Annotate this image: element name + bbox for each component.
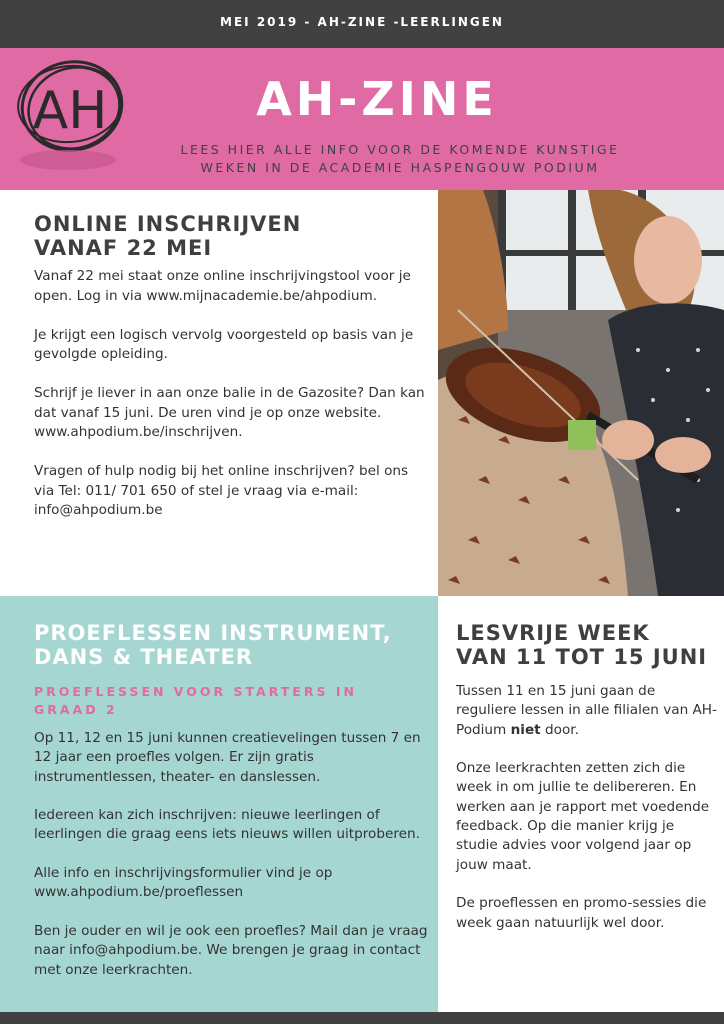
proeflessen-heading	[34, 621, 429, 669]
header-banner	[0, 48, 724, 190]
heading-line: PROEFLESSEN INSTRUMENT,	[34, 621, 392, 645]
text-span: door.	[540, 721, 579, 738]
proeflessen-subheading: PROEFLESSEN VOOR STARTERS IN GRAAD 2	[34, 684, 357, 717]
proeflessen-body	[34, 729, 429, 999]
online-heading	[34, 212, 424, 260]
top-bar	[0, 0, 724, 48]
paragraph: Iedereen kan zich inschrijven: nieuwe leerlingen of leerlingen die graag eens iets nieuws willen uitproberen.	[34, 807, 420, 843]
paragraph: Alle info en inschrijvingsformulier vind je op www.ahpodium.be/proeflessen	[34, 865, 333, 901]
heading-line: VANAF 22 MEI	[34, 236, 213, 260]
subtitle-line: WEKEN IN DE ACADEMIE HASPENGOUW PODIUM	[200, 160, 600, 175]
footer-bar	[0, 1012, 724, 1024]
lesvrije-body	[456, 682, 718, 952]
subtitle-line: LEES HIER ALLE INFO VOOR DE KOMENDE KUNSTIGE	[180, 142, 620, 157]
paragraph: Schrijf je liever in aan onze balie in de Gazosite? Dan kan dat vanaf 15 juni. De uren vind je op onze website. www.ahpodium.be/inschrijven.	[34, 385, 425, 440]
heading-line: VAN 11 TOT 15 JUNI	[456, 645, 708, 669]
paragraph	[456, 682, 718, 740]
lesvrije-heading	[456, 621, 716, 669]
online-body	[34, 267, 429, 540]
text-span: Tussen 11 en 15 juni gaan de reguliere lessen in alle filialen van AH-Podium	[456, 683, 717, 738]
paragraph: Je krijgt een logisch vervolg voorgesteld op basis van je gevolgde opleiding.	[34, 326, 414, 362]
paragraph: Ben je ouder en wil je ook een proefles? Mail dan je vraag naar info@ahpodium.be. We brengen je graag in contact met onze leerkrachten.	[34, 922, 428, 978]
heading-line: LESVRIJE WEEK	[456, 621, 650, 645]
issue-label: MEI 2019 - AH-ZINE -LEERLINGEN	[220, 15, 504, 29]
violin-lesson-photo	[438, 190, 724, 596]
heading-line: ONLINE INSCHRIJVEN	[34, 212, 302, 236]
paragraph: Vanaf 22 mei staat onze online inschrijvingstool voor je open. Log in via www.mijnacademie.be/ahpodium.	[34, 268, 411, 304]
zine-subtitle	[100, 141, 700, 177]
heading-line: DANS & THEATER	[34, 645, 254, 669]
emphasis: niet	[510, 721, 541, 738]
paragraph: Onze leerkrachten zetten zich die week in om jullie te delibereren. En werken aan je rapport met voedende feedback. Op die manier krijg je studie advies voor volgend jaar op jouw maat.	[456, 760, 710, 873]
paragraph: Op 11, 12 en 15 juni kunnen creatievelingen tussen 7 en 12 jaar een proefles volgen. Er zijn gratis instrumentlessen, theater- en danslessen.	[34, 730, 421, 785]
logo-text: AH	[32, 81, 108, 141]
paragraph: Vragen of hulp nodig bij het online inschrijven? bel ons via Tel: 011/ 701 650 of stel je vraag via e-mail: info@ahpodium.be	[34, 463, 409, 518]
paragraph: De proeflessen en promo-sessies die week gaan natuurlijk wel door.	[456, 895, 707, 931]
zine-title: AH-ZINE	[256, 72, 498, 126]
